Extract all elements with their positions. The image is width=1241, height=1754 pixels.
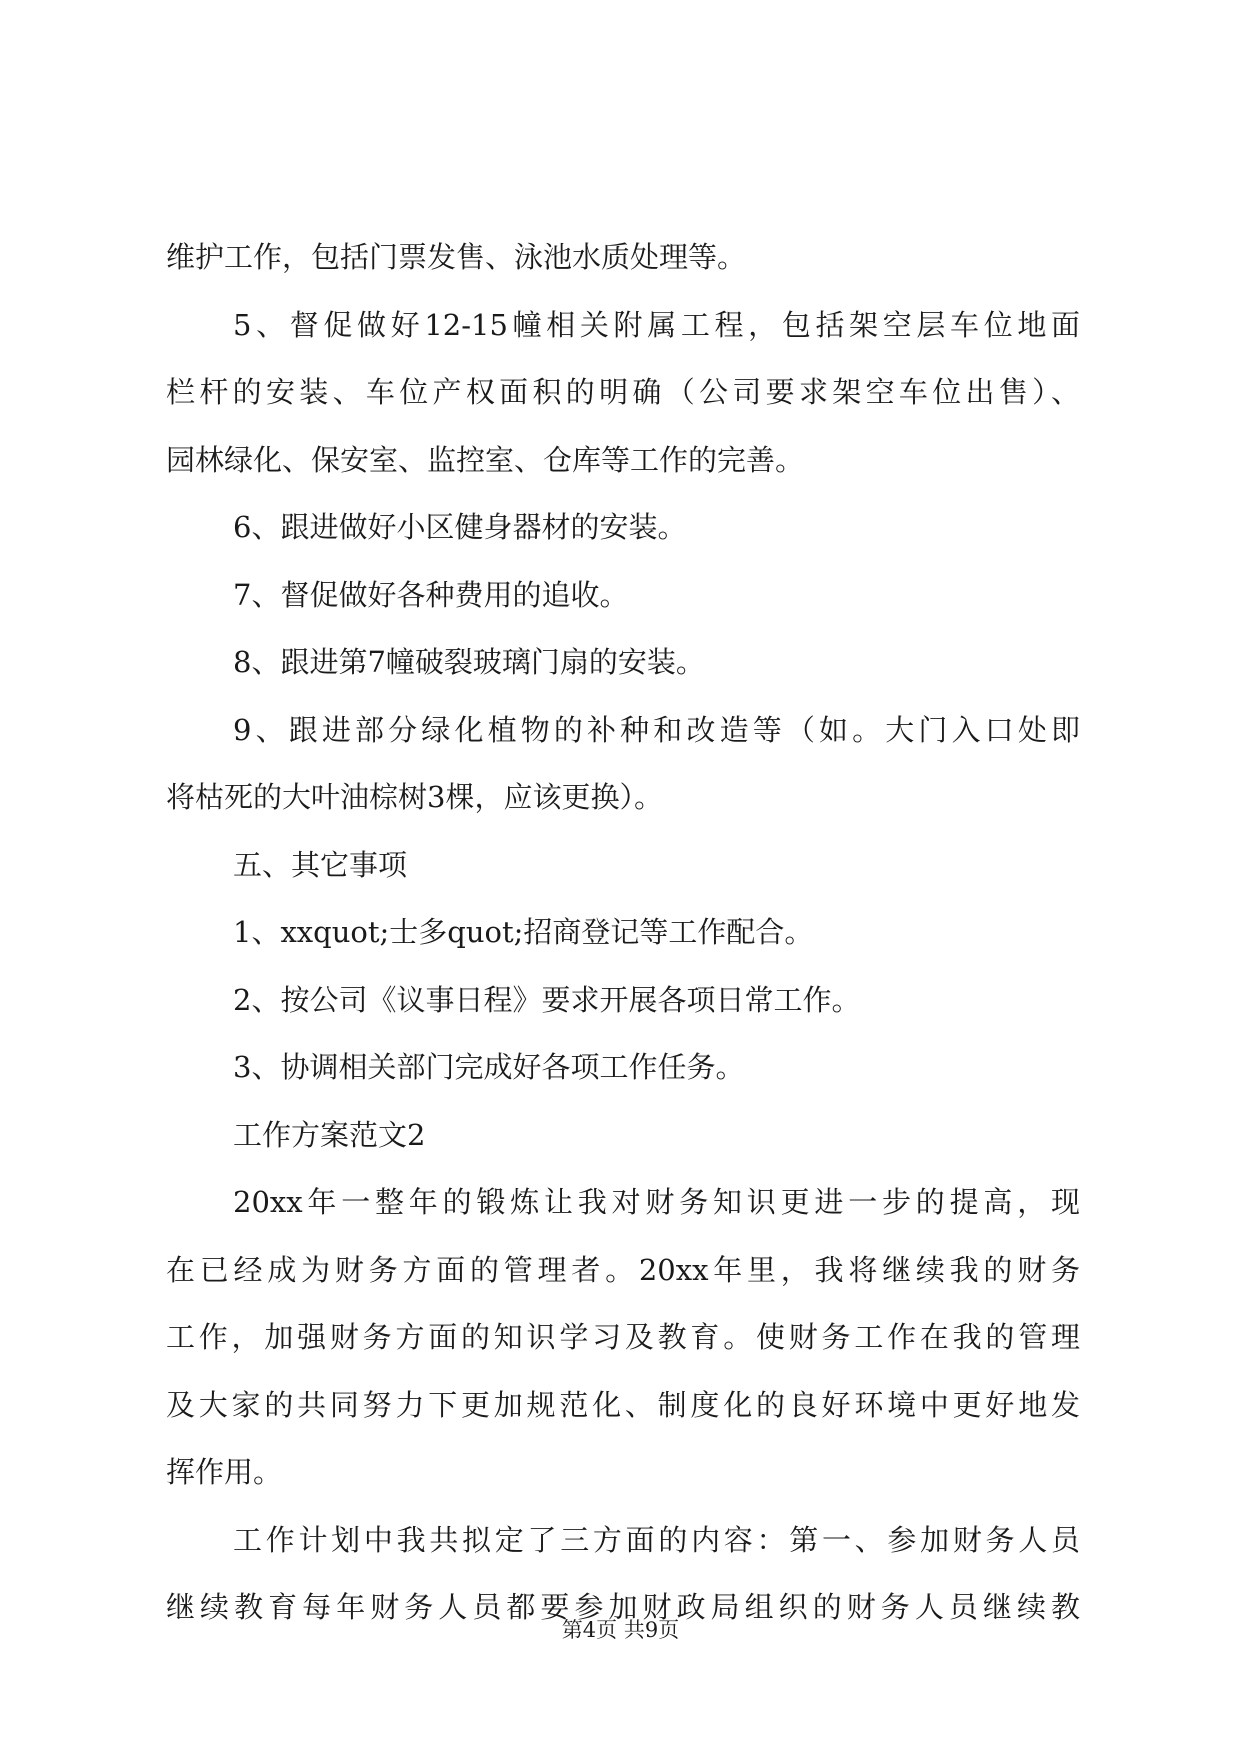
text-line: 7、督促做好各种费用的追收。	[233, 577, 629, 612]
text-line: 工作计划中我共拟定了三方面的内容：第一、参加财务人员	[233, 1522, 1080, 1557]
text-line: 挥作用。	[166, 1455, 283, 1489]
page-footer: 第4页 共9页	[561, 1618, 680, 1642]
text-line: 2、按公司《议事日程》要求开展各项日常工作。	[233, 982, 861, 1017]
text-line: 1、xxquot;士多quot;招商登记等工作配合。	[233, 915, 814, 949]
text-line: 8、跟进第7幢破裂玻璃门扇的安装。	[233, 645, 705, 679]
text-line: 五、其它事项	[233, 847, 408, 882]
text-line: 及大家的共同努力下更加规范化、制度化的良好环境中更好地发	[166, 1387, 1080, 1422]
text-line: 20xx年一整年的锻炼让我对财务知识更进一步的提高，现	[233, 1185, 1080, 1219]
text-line: 9、跟进部分绿化植物的补种和改造等（如。大门入口处即	[233, 712, 1080, 747]
text-line: 在已经成为财务方面的管理者。20xx年里，我将继续我的财务	[166, 1252, 1080, 1287]
text-line: 3、协调相关部门完成好各项工作任务。	[233, 1050, 745, 1084]
text-line: 5、督促做好12-15幢相关附属工程，包括架空层车位地面	[233, 307, 1080, 342]
text-line: 6、跟进做好小区健身器材的安装。	[233, 510, 687, 544]
text-line: 工作方案范文2	[233, 1117, 426, 1152]
text-line: 维护工作，包括门票发售、泳池水质处理等。	[166, 240, 747, 274]
text-line: 栏杆的安装、车位产权面积的明确（公司要求架空车位出售）、	[166, 375, 1080, 409]
text-line: 将枯死的大叶油棕树3棵，应该更换）。	[166, 780, 663, 814]
text-line: 工作，加强财务方面的知识学习及教育。使财务工作在我的管理	[166, 1320, 1080, 1354]
document-body	[166, 224, 1080, 1642]
text-line: 园林绿化、保安室、监控室、仓库等工作的完善。	[166, 442, 805, 477]
text-line: 继续教育每年财务人员都要参加财政局组织的财务人员继续教	[166, 1590, 1080, 1624]
